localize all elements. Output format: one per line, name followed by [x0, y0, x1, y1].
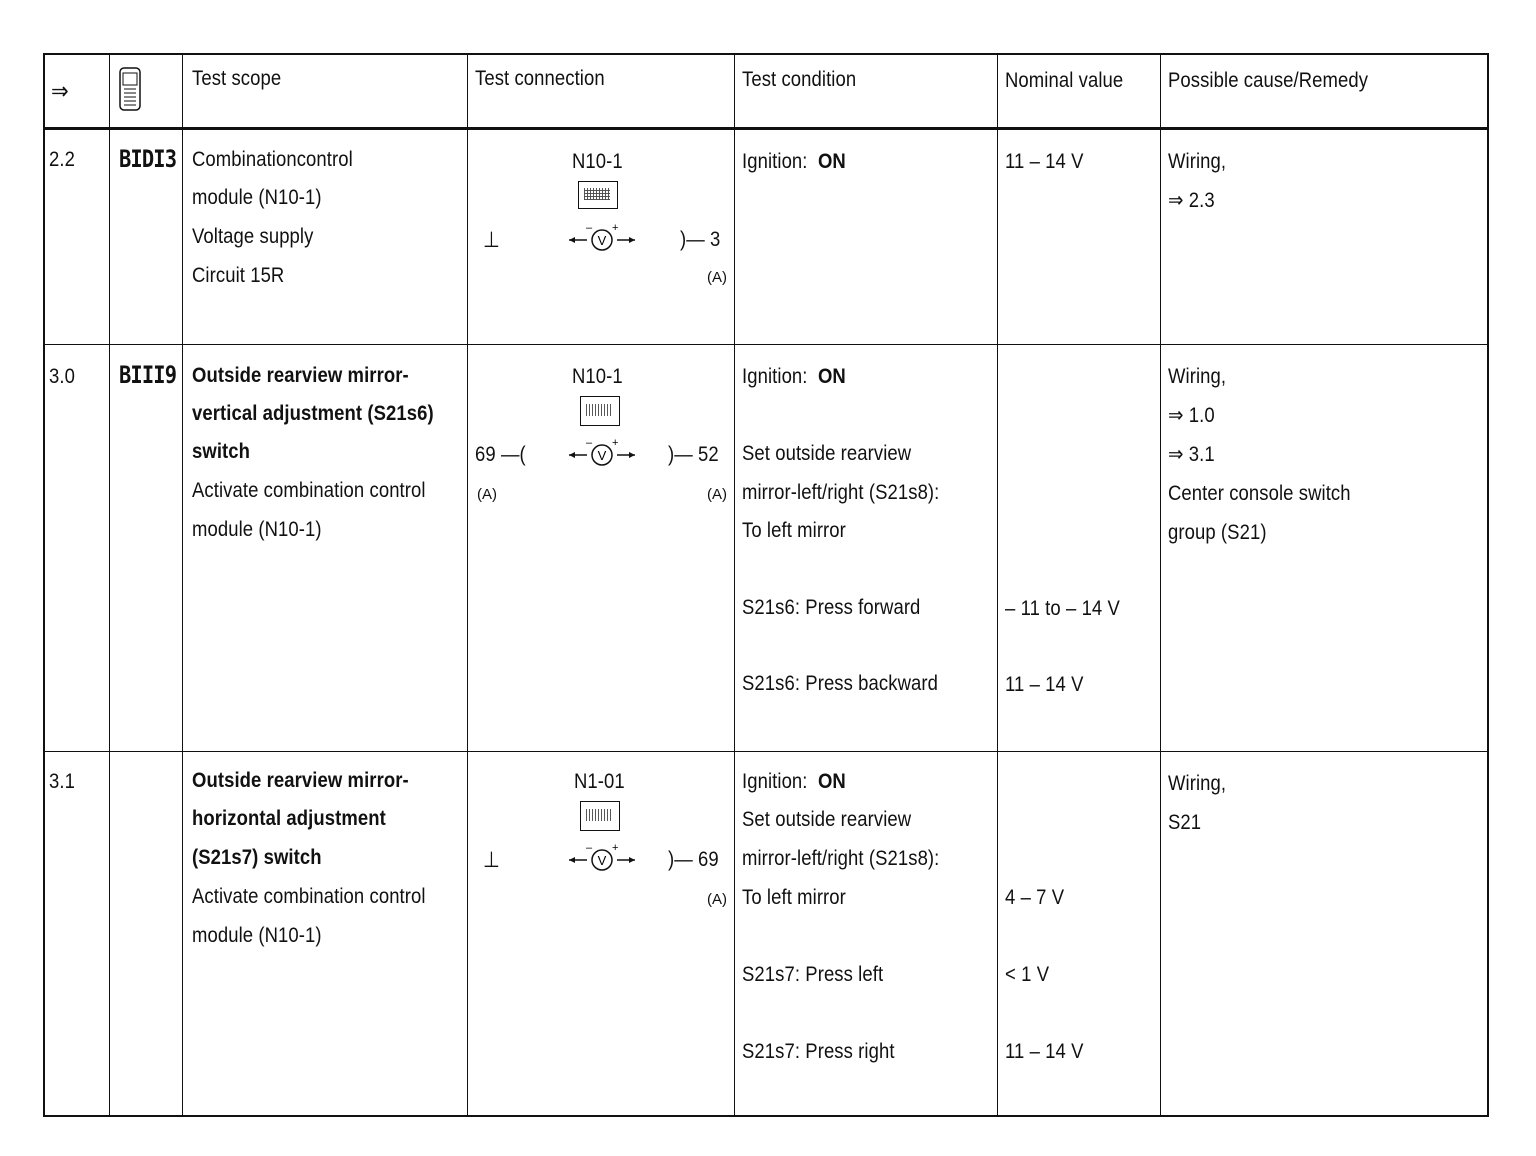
- condition-line: mirror-left/right (S21s8):: [742, 481, 940, 504]
- header-arrow: ⇒: [51, 78, 69, 105]
- column-divider: [997, 55, 998, 1115]
- pin-right-sub: (A): [707, 486, 727, 503]
- scope-line: module (N10-1): [192, 186, 322, 209]
- pin-right: )— 52: [668, 443, 719, 466]
- remedy-line: Wiring,: [1168, 365, 1227, 388]
- svg-text:+: +: [612, 222, 619, 234]
- condition-line: S21s6: Press forward: [742, 596, 921, 619]
- column-divider: [182, 55, 183, 1115]
- module-label: N10-1: [572, 365, 623, 388]
- tester-icon: [119, 67, 141, 111]
- remedy-link: ⇒ 1.0: [1168, 404, 1215, 427]
- row-divider: [45, 344, 1487, 345]
- svg-text:–: –: [586, 222, 593, 234]
- voltmeter-icon: [567, 221, 637, 259]
- header-remedy: Possible cause/Remedy: [1168, 69, 1369, 92]
- remedy-line: Center console switch: [1168, 482, 1351, 505]
- scope-line: (S21s7) switch: [192, 846, 322, 869]
- scope-line: Activate combination control: [192, 885, 426, 908]
- remedy-line: Wiring,: [1168, 150, 1227, 173]
- header-test-scope: Test scope: [192, 67, 282, 90]
- nominal-value: 11 – 14 V: [1005, 150, 1084, 173]
- scope-line: Circuit 15R: [192, 264, 285, 287]
- condition-line: Ignition: ON: [742, 365, 846, 388]
- svg-text:V: V: [597, 853, 607, 868]
- connection-diagram: [475, 763, 735, 908]
- pin-right-sub: (A): [707, 269, 727, 286]
- svg-text:–: –: [586, 842, 593, 854]
- remedy-link: ⇒ 3.1: [1168, 443, 1215, 466]
- step-number: 3.0: [49, 365, 75, 388]
- column-divider: [1160, 55, 1161, 1115]
- condition-line: S21s7: Press left: [742, 963, 884, 986]
- svg-text:V: V: [597, 233, 607, 248]
- step-number: 3.1: [49, 770, 75, 793]
- ground-symbol: ⊥: [483, 847, 500, 872]
- module-icon: [580, 801, 620, 831]
- module-label: N1-01: [574, 770, 625, 793]
- condition-line: To left mirror: [742, 519, 846, 542]
- pin-right: )— 69: [668, 848, 719, 871]
- fault-code: BIII9: [119, 361, 177, 389]
- remedy-line: Wiring,: [1168, 772, 1227, 795]
- column-divider: [467, 55, 468, 1115]
- row-divider: [45, 751, 1487, 752]
- module-icon: [580, 396, 620, 426]
- condition-line: Ignition: ON: [742, 770, 846, 793]
- header-nominal-value: Nominal value: [1005, 69, 1124, 92]
- scope-line: vertical adjustment (S21s6): [192, 402, 434, 425]
- nominal-value: 11 – 14 V: [1005, 1040, 1084, 1063]
- condition-line: Set outside rearview: [742, 808, 912, 831]
- remedy-line: S21: [1168, 811, 1202, 834]
- connection-diagram: [475, 358, 735, 503]
- scope-line: horizontal adjustment: [192, 807, 386, 830]
- connection-diagram: [475, 143, 735, 286]
- scope-line: switch: [192, 440, 251, 463]
- voltmeter-icon: [567, 841, 637, 879]
- condition-line: S21s7: Press right: [742, 1040, 895, 1063]
- scope-line: Outside rearview mirror-: [192, 769, 409, 792]
- step-number: 2.2: [49, 148, 75, 171]
- pin-right-sub: (A): [707, 891, 727, 908]
- svg-text:+: +: [612, 842, 619, 854]
- nominal-value: 4 – 7 V: [1005, 886, 1065, 909]
- scope-line: Outside rearview mirror-: [192, 364, 409, 387]
- nominal-value: – 11 to – 14 V: [1005, 597, 1120, 620]
- header-test-connection: Test connection: [475, 67, 605, 90]
- module-label: N10-1: [572, 150, 623, 173]
- column-divider: [109, 55, 110, 1115]
- header-divider: [45, 127, 1487, 130]
- nominal-value: < 1 V: [1005, 963, 1050, 986]
- nominal-value: 11 – 14 V: [1005, 673, 1084, 696]
- scope-line: module (N10-1): [192, 924, 322, 947]
- condition-line: Set outside rearview: [742, 442, 912, 465]
- svg-text:+: +: [612, 437, 619, 449]
- remedy-line: group (S21): [1168, 521, 1267, 544]
- scope-line: module (N10-1): [192, 518, 322, 541]
- fault-code: BIDI3: [119, 145, 177, 173]
- scope-line: Voltage supply: [192, 225, 314, 248]
- svg-text:V: V: [597, 448, 607, 463]
- scope-line: Combinationcontrol: [192, 148, 353, 171]
- voltmeter-icon: [567, 436, 637, 474]
- condition-line: S21s6: Press backward: [742, 672, 938, 695]
- pin-left-sub: (A): [477, 486, 497, 503]
- pin-left: 69 —(: [475, 443, 526, 466]
- remedy-link: ⇒ 2.3: [1168, 189, 1215, 212]
- svg-text:–: –: [586, 437, 593, 449]
- pin-right: )— 3: [680, 228, 721, 251]
- test-table: [43, 53, 1489, 1117]
- module-icon: [578, 181, 618, 209]
- scope-line: Activate combination control: [192, 479, 426, 502]
- header-test-condition: Test condition: [742, 68, 857, 91]
- ground-symbol: ⊥: [483, 227, 500, 252]
- condition-line: To left mirror: [742, 886, 846, 909]
- condition-line: Ignition: ON: [742, 150, 846, 173]
- condition-line: mirror-left/right (S21s8):: [742, 847, 940, 870]
